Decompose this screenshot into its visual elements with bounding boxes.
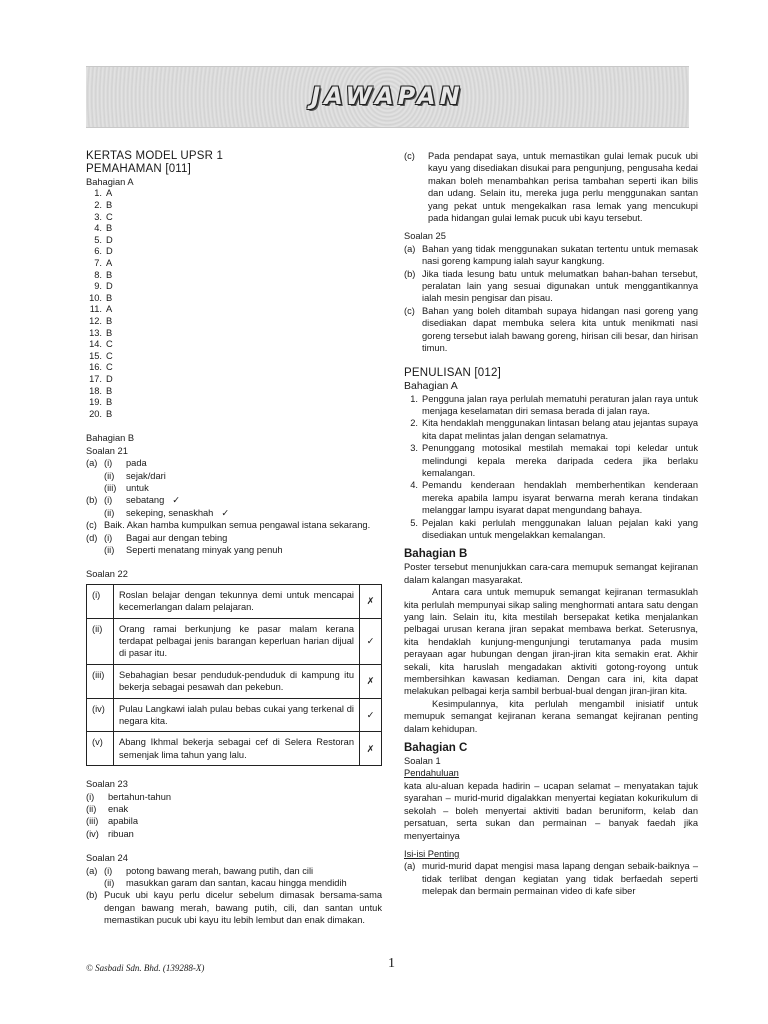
bahagian-a-label: Bahagian A: [404, 379, 458, 392]
answer-row: 13. B: [89, 327, 113, 338]
bahagian-c-heading: Bahagian C: [404, 742, 468, 755]
banner-title: JAWAPAN: [311, 82, 464, 110]
answer-row: 20. B: [89, 408, 113, 419]
list-item: 3. Penunggang motosikal mestilah memakai topi keledar untuk melindungi kepala mereka daripada cedera jika berlaku kemalangan.: [410, 443, 698, 478]
answer-row: 10. B: [89, 292, 113, 303]
paragraph: Kesimpulannya, kita perlulah mengambil inisiatif untuk memupuk semangat kejiranan kerana semangat kejiranan penting dalam kehidupan.: [404, 698, 698, 734]
soalan-24-title: Soalan 24: [86, 853, 128, 864]
s24-a-row: (a) (i) potong bawang merah, bawang putih, dan cili: [86, 865, 314, 876]
bahagian-b-label: Bahagian B: [86, 433, 135, 444]
s23-row: (ii) enak: [86, 804, 129, 815]
answer-row: 16. C: [89, 362, 113, 373]
answer-row: 8. B: [94, 269, 113, 280]
pemahaman-heading: PEMAHAMAN [011]: [86, 163, 192, 175]
mark-icon: ✗: [360, 664, 382, 698]
answer-list: [86, 188, 382, 420]
left-column: [86, 150, 382, 927]
answer-row: 9. D: [94, 281, 113, 292]
s24-a-row: (ii) masukkan garam dan santan, kacau hingga mendidih: [104, 878, 347, 889]
bahagian-a-label: Bahagian A: [86, 177, 134, 187]
s24-b-row: (b) Pucuk ubi kayu perlu dicelur sebelum dimasak bersama-sama dengan bawang merah, bawang putih, cili, dan santan untuk memastikan pucuk ubi kayu itu lebih lembut dan enak dimakan.: [86, 890, 382, 926]
isi-a-row: (a) murid-murid dapat mengisi masa lapang dengan sebaik-baiknya – tidak terlibat dengan kegiatan yang tidak berfaedah seperti melepak dan bermain permainan video di kafe siber: [404, 861, 698, 897]
table-row: (ii) Orang ramai berkunjung ke pasar malam kerana terdapat pelbagai jenis barangan keperluan harian dijual di pasar itu. ✓: [87, 618, 382, 664]
table-row: (iii) Sebahagian besar penduduk-penduduk di kampung itu bekerja sebagai pesawah dan pekebun. ✗: [87, 664, 382, 698]
answer-row: 7. A: [94, 257, 113, 268]
list-item: 2. Kita hendaklah menggunakan lintasan belang atau jejantas supaya kita dapat melintas jalan dengan selamatnya.: [410, 418, 699, 441]
check-mark-icon: ✓: [172, 495, 181, 506]
answer-row: 17. D: [89, 373, 113, 384]
s21-a-row: (ii) sejak/dari: [104, 470, 166, 481]
s23-row: (i) bertahun-tahun: [86, 791, 172, 802]
answer-row: 5. D: [94, 234, 113, 245]
s24-c-row: (c) Pada pendapat saya, untuk memastikan gulai lemak pucuk ubi kayu yang disediakan disukai para pengunjung, pengusaha kedai makan boleh menambahkan perisa tambahan seperti ikan bilis dan udang. Selain itu, mereka juga perlu menggunakan santan yang pekat untuk mengekalkan rasa lemak yang mencukupi pada hidangan gulai lemak pucuk ubi kayu tersebut.: [404, 151, 698, 224]
table-row: (iv) Pulau Langkawi ialah pulau bebas cukai yang terkenal di negara kita. ✓: [87, 698, 382, 732]
paragraph: Poster tersebut menunjukkan cara-cara memupuk semangat kejiranan dalam kalangan masyarakat.: [404, 562, 698, 585]
s21-a-row: (a) (i) pada: [86, 458, 147, 469]
s25-row: (a) Bahan yang tidak menggunakan sukatan tertentu untuk memasak nasi goreng kampung ialah sayur kangkung.: [404, 243, 698, 267]
s25-row: (b) Jika tiada lesung batu untuk melumatkan bahan-bahan tersebut, peralatan lain yang sesuai digunakan untuk menggantikannya ialah mesin pengisar dan pisau.: [404, 268, 698, 304]
answer-row: 2. B: [94, 200, 113, 210]
answer-row: 15. C: [89, 350, 113, 361]
s21-d-row: (d) (i) Bagai aur dengan tebing: [86, 532, 228, 543]
soalan-22-table: [86, 584, 382, 766]
check-mark-icon: ✓: [221, 507, 230, 518]
s23-row: (iii) apabila: [86, 816, 138, 827]
copyright-text: © Sasbadi Sdn. Bhd. (139288-X): [86, 963, 205, 973]
soalan-1-title: Soalan 1: [404, 756, 441, 767]
table-row: (i) Roslan belajar dengan tekunnya demi untuk mencapai kecemerlangan dalam pelajaran. ✗: [87, 584, 382, 618]
penulisan-heading: PENULISAN [012]: [404, 366, 501, 379]
list-item: 1. Pengguna jalan raya perlulah mematuhi peraturan jalan raya untuk menjaga keselamatan diri semasa berada di jalan raya.: [410, 393, 698, 416]
right-column: [404, 150, 698, 898]
pendahuluan-text: kata alu-aluan kepada hadirin – ucapan selamat – menyatakan tajuk syarahan – murid-murid digalakkan menyertai kegiatan kokurikulum di sekolah – boleh menyertai aktiviti badan beruniform, kelab dan persatuan, serta sukan dan permainan – banyak faedah jika menyertainya: [404, 780, 698, 841]
answer-row: 6. D: [94, 246, 113, 257]
mark-icon: ✓: [360, 618, 382, 664]
bahagian-b-heading: Bahagian B: [404, 548, 468, 561]
answer-row: 12. B: [89, 315, 113, 326]
page-number: 1: [388, 956, 395, 971]
soalan-22-title: Soalan 22: [86, 569, 128, 580]
mark-icon: ✗: [360, 584, 382, 618]
soalan-21-title: Soalan 21: [86, 445, 128, 456]
s21-c-row: (c) Baik. Akan hamba kumpulkan semua pengawal istana sekarang.: [86, 520, 371, 531]
answer-row: 11. A: [89, 304, 113, 315]
pendahuluan-label: Pendahuluan: [404, 768, 459, 779]
answer-row: 1. A: [94, 188, 113, 199]
isi-penting-label: Isi-isi Penting: [404, 848, 460, 859]
answer-row: 19. B: [89, 397, 113, 408]
mark-icon: ✓: [360, 698, 382, 732]
mark-icon: ✗: [360, 732, 382, 766]
s21-a-row: (iii) untuk: [104, 482, 149, 493]
soalan-23-title: Soalan 23: [86, 779, 128, 790]
answer-row: 14. C: [89, 339, 113, 350]
list-item: 4. Pemandu kenderaan hendaklah memberhentikan kenderaan mereka apabila lampu isyarat berwarna merah kerana tindakan melanggar lampu isyarat dapat mengundang bahaya.: [410, 480, 698, 516]
s21-d-row: (ii) Seperti menatang minyak yang penuh: [104, 544, 283, 555]
list-item: 5. Pejalan kaki perlulah menggunakan laluan pejalan kaki yang disediakan untuk mengelakkan kemalangan.: [410, 517, 698, 540]
paragraph: Antara cara untuk memupuk semangat kejiranan termasuklah kita perlulah mempunyai sikap saling menghormati antara satu dengan yang lain. Selain itu, kita mestilah bersepakat ketika menjalankan pelbagai urusan kerana jiran sepakat membawa berkat. Seterusnya, kita hendaklah kunjung-mengunjungi terutamanya pada musim perayaan agar hubungan dengan jiran-jiran kita semakin erat. Akhir sekali, kita haruslah mengadakan aktiviti gotong-royong untuk membersihkan kawasan kediaman. Dengan cara ini, kita dapat melakukan pelbagai kerja sambil berbual-bual dengan jiran-jiran kita.: [404, 587, 698, 697]
table-row: (v) Abang Ikhmal bekerja sebagai cef di Selera Restoran semenjak lima tahun yang lalu. ✗: [87, 732, 382, 766]
soalan-25-title: Soalan 25: [404, 231, 446, 242]
answer-row: 18. B: [89, 385, 113, 396]
s25-row: (c) Bahan yang boleh ditambah supaya hidangan nasi goreng yang disediakan dapat membuka selera kita untuk menikmati nasi goreng tersebut ialah bawang goreng, hirisan cili besar, dan hirisan timun.: [404, 305, 698, 354]
paper-heading: KERTAS MODEL UPSR 1: [86, 150, 224, 162]
title-banner: [86, 66, 689, 128]
answer-row: 4. B: [94, 223, 113, 234]
s21-b-row: (ii) sekeping, senaskhah ✓: [104, 507, 230, 518]
s23-row: (iv) ribuan: [86, 828, 134, 839]
answer-row: 3. C: [94, 211, 113, 222]
s21-b-row: (b) (i) sebatang ✓: [86, 495, 181, 506]
